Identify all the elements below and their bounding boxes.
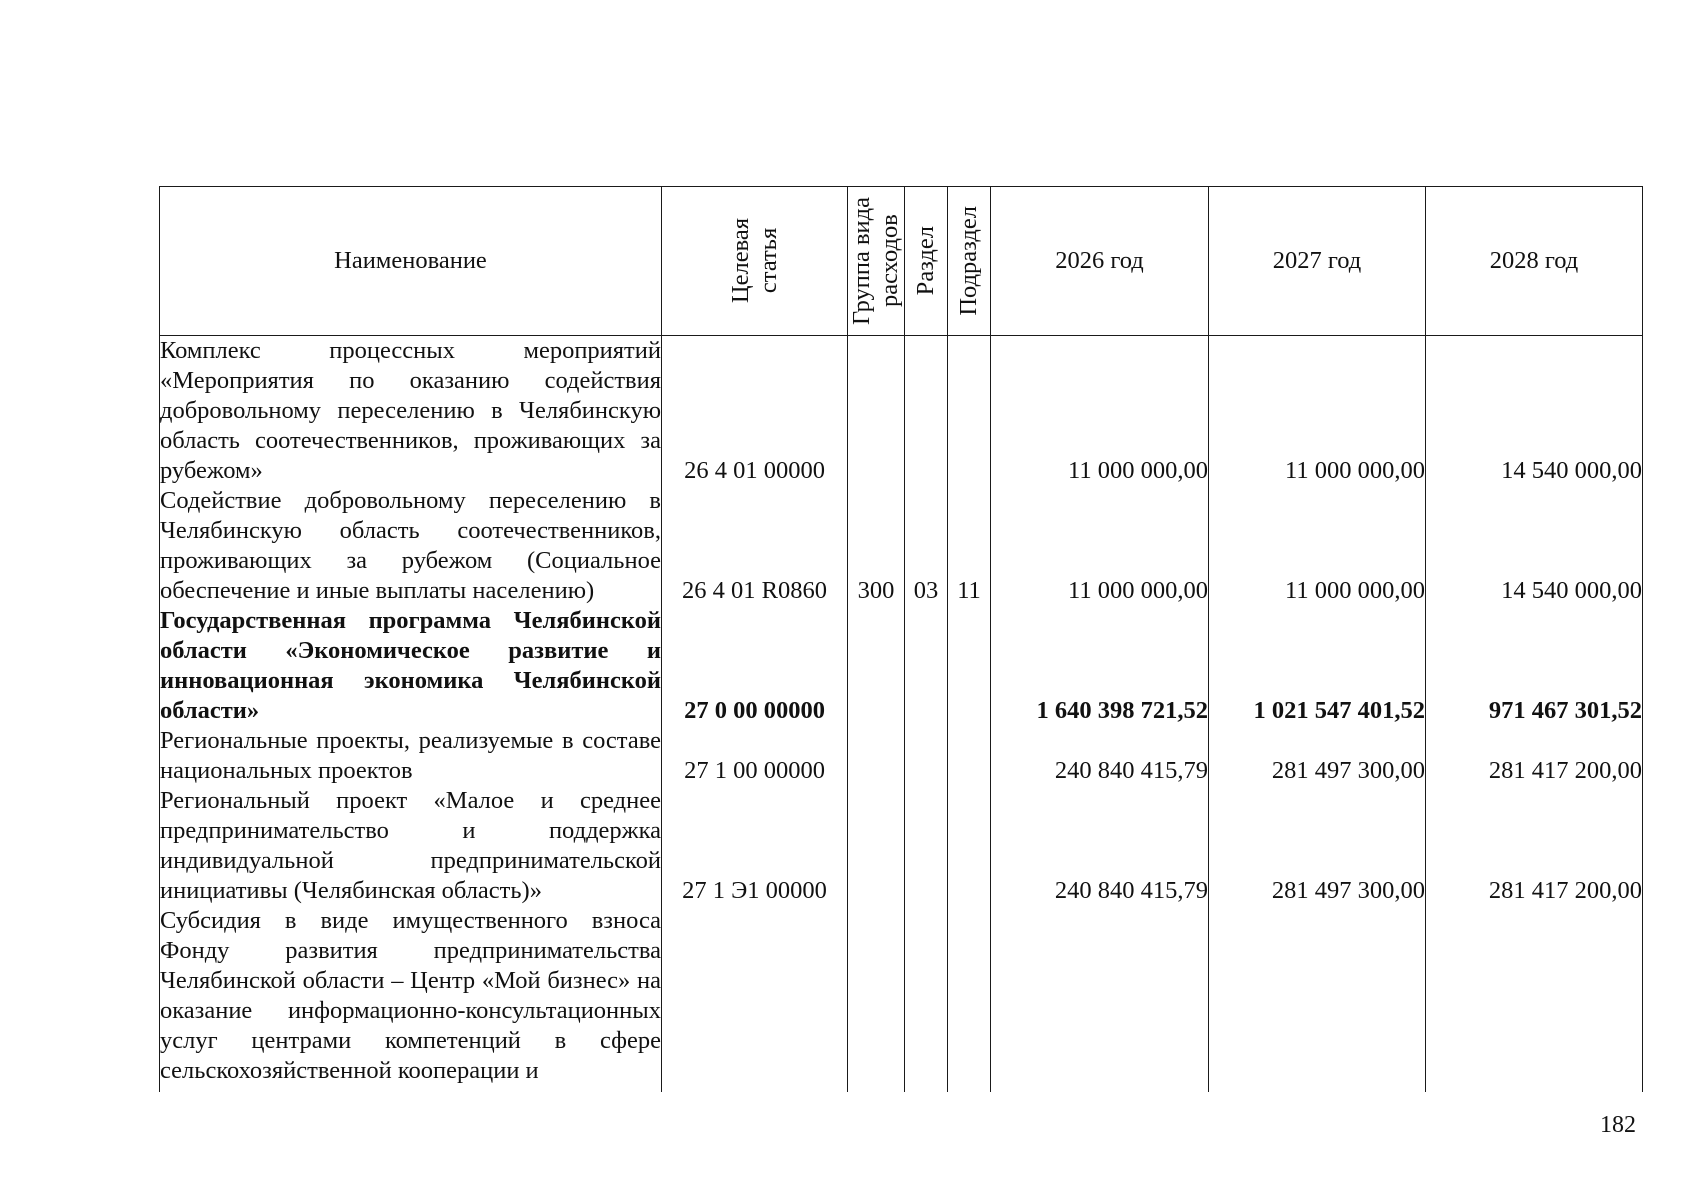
row-subsection [948, 336, 991, 487]
row-amount-2027 [1209, 906, 1426, 1092]
table-row [160, 726, 1643, 786]
table-row [160, 786, 1643, 906]
row-expense-group [848, 606, 905, 726]
header-section: Раздел [905, 187, 948, 336]
row-amount-2028: 281 417 200,00 [1426, 786, 1643, 906]
header-subsection: Подраздел [948, 187, 991, 336]
row-name: Региональные проекты, реализуемые в составе национальных проектов [160, 727, 661, 784]
header-year-2028: 2028 год [1426, 187, 1643, 336]
row-expense-group [848, 336, 905, 487]
row-amount-2027: 1 021 547 401,52 [1209, 606, 1426, 726]
table-row [160, 906, 1643, 1092]
row-subsection [948, 786, 991, 906]
row-amount-2027: 11 000 000,00 [1209, 486, 1426, 606]
header-target-article: Целевая статья [662, 187, 848, 336]
header-expense-group: Группа вида расходов [848, 187, 905, 336]
row-amount-2028: 971 467 301,52 [1426, 606, 1643, 726]
row-amount-2028: 14 540 000,00 [1426, 336, 1643, 487]
row-section [905, 726, 948, 786]
row-target-article: 26 4 01 R0860 [662, 486, 848, 606]
table-row [160, 486, 1643, 606]
row-amount-2026 [991, 906, 1209, 1092]
row-target-article [662, 906, 848, 1092]
row-section: 03 [905, 486, 948, 606]
row-name: Субсидия в виде имущественного взноса Фонду развития предпринимательства Челябинской области – Центр «Мой бизнес» на оказание информационно-консультационных услуг центрами компетенций в сфере сельскохозяйственной кооперации и [160, 906, 662, 1092]
row-amount-2026: 11 000 000,00 [991, 486, 1209, 606]
row-amount-2028: 14 540 000,00 [1426, 486, 1643, 606]
row-subsection [948, 726, 991, 786]
row-expense-group [848, 786, 905, 906]
row-amount-2027: 281 497 300,00 [1209, 726, 1426, 786]
row-amount-2026: 240 840 415,79 [991, 726, 1209, 786]
row-section [905, 336, 948, 487]
row-amount-2026: 11 000 000,00 [991, 336, 1209, 487]
row-name: Комплекс процессных мероприятий «Мероприятия по оказанию содействия добровольному переселению в Челябинскую область соотечественников, проживающих за рубежом» [160, 337, 661, 484]
header-row [160, 187, 1643, 336]
row-name: Государственная программа Челябинской области «Экономическое развитие и инновационная экономика Челябинской области» [160, 607, 661, 724]
row-target-article: 27 0 00 00000 [662, 606, 848, 726]
row-amount-2026: 240 840 415,79 [991, 786, 1209, 906]
table-row [160, 336, 1643, 487]
row-target-article: 27 1 Э1 00000 [662, 786, 848, 906]
row-expense-group [848, 726, 905, 786]
row-subsection [948, 906, 991, 1092]
row-target-article: 26 4 01 00000 [662, 336, 848, 487]
table-row [160, 606, 1643, 726]
row-section [905, 906, 948, 1092]
budget-table [159, 186, 1643, 1092]
row-expense-group [848, 906, 905, 1092]
row-expense-group: 300 [848, 486, 905, 606]
row-amount-2027: 281 497 300,00 [1209, 786, 1426, 906]
row-subsection [948, 606, 991, 726]
row-amount-2027: 11 000 000,00 [1209, 336, 1426, 487]
row-amount-2028 [1426, 906, 1643, 1092]
page-number: 182 [1600, 1112, 1636, 1138]
row-name: Региональный проект «Малое и среднее предпринимательство и поддержка индивидуальной предпринимательской инициативы (Челябинская область)» [160, 787, 661, 904]
row-section [905, 606, 948, 726]
row-section [905, 786, 948, 906]
row-subsection: 11 [948, 486, 991, 606]
header-name: Наименование [160, 187, 662, 336]
row-name: Содействие добровольному переселению в Челябинскую область соотечественников, проживающих за рубежом (Социальное обеспечение и иные выплаты населению) [160, 487, 661, 604]
row-target-article: 27 1 00 00000 [662, 726, 848, 786]
row-amount-2028: 281 417 200,00 [1426, 726, 1643, 786]
header-year-2026: 2026 год [991, 187, 1209, 336]
header-year-2027: 2027 год [1209, 187, 1426, 336]
row-amount-2026: 1 640 398 721,52 [991, 606, 1209, 726]
